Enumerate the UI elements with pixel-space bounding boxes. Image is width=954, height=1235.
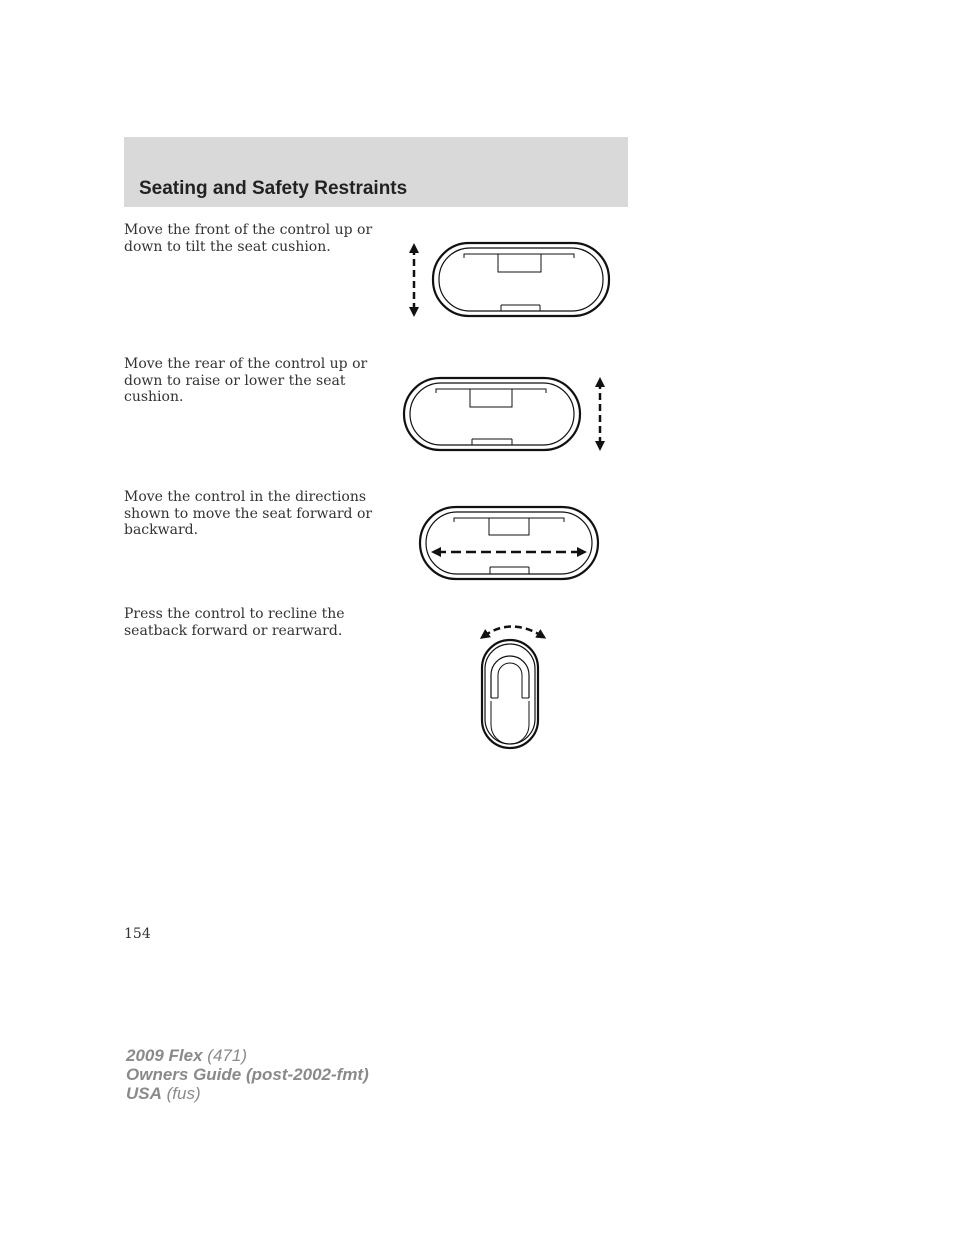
footer-region: USA <box>126 1084 162 1103</box>
footer-line-model <box>126 1046 369 1065</box>
instruction-line: seatback forward or rearward. <box>124 622 343 639</box>
instruction-line: Press the control to recline the <box>124 606 345 622</box>
instruction-line: cushion. <box>124 389 184 405</box>
footer-region-code: (fus) <box>166 1084 201 1103</box>
instruction-recline-seatback <box>124 606 374 639</box>
instruction-line: Move the rear of the control up or <box>124 356 368 372</box>
instruction-line: down to tilt the seat cushion. <box>124 238 331 255</box>
instruction-line: Move the control in the directions <box>124 489 367 505</box>
instruction-raise-lower-cushion <box>124 356 374 406</box>
seat-height-control-icon <box>400 374 620 454</box>
instruction-line: Move the front of the control up or <box>124 222 373 238</box>
seatback-recline-control-icon <box>470 615 556 755</box>
seat-fore-aft-control-icon <box>416 503 606 583</box>
document-footer <box>126 1046 369 1103</box>
section-title: Seating and Safety Restraints <box>139 178 408 199</box>
instruction-line: down to raise or lower the seat <box>124 372 346 389</box>
footer-line-guide <box>126 1065 369 1084</box>
seat-tilt-control-icon <box>400 238 620 322</box>
footer-guide-name: Owners Guide (post-2002-fmt) <box>126 1065 369 1084</box>
instruction-move-fore-aft <box>124 489 374 539</box>
footer-model-name: 2009 Flex <box>126 1046 203 1065</box>
footer-model-code: (471) <box>207 1046 247 1065</box>
footer-line-region <box>126 1084 369 1103</box>
instruction-tilt-cushion <box>124 222 374 255</box>
page-number: 154 <box>124 926 151 942</box>
instruction-line: shown to move the seat forward or <box>124 505 373 522</box>
instruction-line: backward. <box>124 522 199 538</box>
